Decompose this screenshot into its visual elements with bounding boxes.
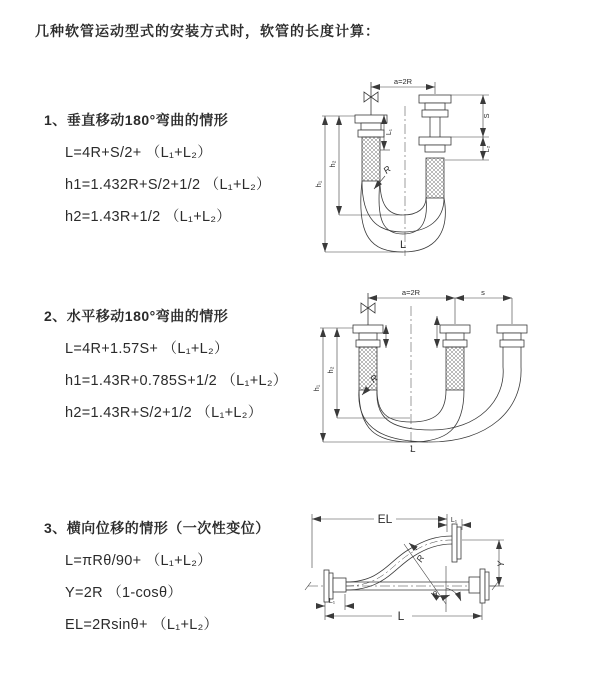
right-flange-lower	[419, 137, 451, 145]
right-flange-top	[419, 95, 451, 103]
hose-outer-wall	[359, 390, 464, 442]
angle-label: θ	[432, 590, 438, 599]
dim-label-h1: h₁	[314, 180, 323, 188]
braided-hose-middle	[446, 347, 464, 390]
length-label: L	[410, 444, 416, 454]
section2-number: 2、	[44, 308, 67, 324]
right-flange	[480, 569, 485, 603]
diagram-lateral-displacement	[300, 500, 600, 645]
hose-inner-wall	[377, 390, 446, 422]
dim-label-l: L	[397, 609, 405, 623]
section1-heading: 垂直移动180°弯曲的情形	[66, 112, 229, 128]
dim-label-s: s	[481, 288, 485, 297]
radius-label: R	[381, 163, 393, 176]
braided-hose-left	[362, 137, 380, 181]
dim-label-l1-bottom: L₁	[328, 598, 336, 605]
dim-label-a2r: a=2R	[401, 288, 421, 297]
left-fitting	[333, 578, 346, 592]
radius-label: R	[414, 553, 427, 564]
middle-flange	[440, 325, 470, 333]
braided-hose-right	[426, 158, 444, 198]
formula-h2: h2=1.43R+S/2+1/2 （L₁+L₂）	[65, 405, 263, 421]
hose-top-wall	[346, 536, 452, 582]
d1-drawing	[322, 82, 489, 256]
formula-length: L=4R+1.57S+ （L₁+L₂）	[65, 341, 229, 357]
length-label: L	[399, 239, 407, 251]
formula-h2: h2=1.43R+1/2 （L₁+L₂）	[65, 209, 232, 225]
dim-label-h1: h₁	[312, 384, 321, 392]
section-lateral-displacement	[44, 518, 270, 634]
section1-number: 1、	[44, 112, 67, 128]
formula-y: Y=2R （1-cosθ）	[65, 585, 183, 601]
page-title: 几种软管运动型式的安装方式时，软管的长度计算：	[35, 23, 380, 39]
dim-label-s: S	[482, 113, 491, 119]
dim-label-y: Y	[496, 560, 506, 568]
hose-centerline	[346, 540, 452, 586]
diagram-vertical-180-bend	[310, 70, 600, 260]
top-right-flange	[452, 524, 457, 562]
section-vertical-180	[44, 110, 271, 226]
section3-heading: 横向位移的情形（一次性变位）	[66, 520, 270, 536]
dim-label-el: EL	[377, 512, 393, 526]
dim-label-h2: h₂	[328, 160, 337, 168]
dim-label-a2r: a=2R	[393, 77, 413, 86]
hose-displaced-outer	[359, 367, 521, 442]
right-fitting	[469, 577, 480, 593]
formula-length: L=πRθ/90+ （L₁+L₂）	[65, 553, 212, 569]
section-horizontal-180	[44, 306, 288, 422]
section2-heading: 水平移动180°弯曲的情形	[66, 308, 229, 324]
dim-label-l1: L₁	[386, 128, 393, 136]
formula-h1: h1=1.43R+0.785S+1/2 （L₁+L₂）	[65, 373, 288, 389]
dim-label-h2: h₂	[326, 366, 335, 374]
radius-label: R	[368, 372, 380, 385]
hose-bottom-wall	[346, 544, 452, 590]
right-flange	[497, 325, 527, 333]
formula-h1: h1=1.432R+S/2+1/2 （L₁+L₂）	[65, 177, 271, 193]
d2-drawing	[320, 293, 527, 452]
section3-number: 3、	[44, 520, 67, 536]
hose-inner-wall	[380, 181, 426, 215]
dim-label-l2: L₂	[484, 145, 491, 153]
dim-label-l1-top: L₁	[450, 517, 458, 524]
radius-line	[404, 544, 446, 604]
left-flange	[355, 115, 387, 123]
diagram-horizontal-180-bend	[310, 282, 600, 460]
formula-length: L=4R+S/2+ （L₁+L₂）	[65, 145, 213, 161]
formula-el: EL=2Rsinθ+ （L₁+L₂）	[65, 617, 219, 633]
left-flange	[353, 325, 383, 333]
